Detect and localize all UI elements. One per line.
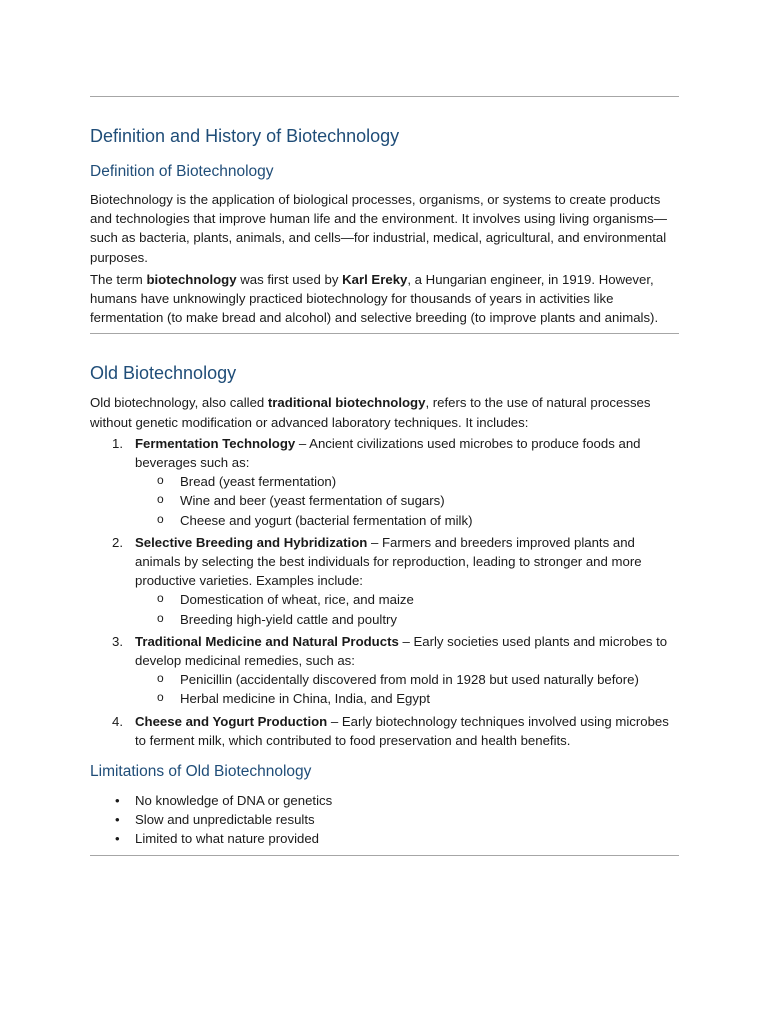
limitation-text: No knowledge of DNA or genetics — [135, 793, 333, 809]
circle-bullet-icon: o — [157, 671, 164, 686]
sub-item-text: Herbal medicine in China, India, and Egypt — [180, 691, 430, 707]
circle-bullet-icon: o — [157, 690, 164, 705]
sub-item-text: Wine and beer (yeast fermentation of sugars) — [180, 493, 445, 509]
limitations-list — [90, 791, 679, 849]
intro-text-1: Old biotechnology, also called — [90, 395, 268, 411]
list-number: 1. — [112, 435, 123, 451]
bullet-icon: • — [115, 812, 120, 828]
sub-item-text: Domestication of wheat, rice, and maize — [180, 592, 414, 608]
circle-bullet-icon: o — [157, 473, 164, 488]
item-heading: Selective Breeding and Hybridization — [135, 534, 368, 550]
circle-bullet-icon: o — [157, 492, 164, 507]
list-number: 4. — [112, 713, 123, 729]
sub-item-text: Cheese and yogurt (bacterial fermentation of milk) — [180, 512, 473, 528]
sub-item-text: Bread (yeast fermentation) — [180, 474, 337, 490]
top-divider — [90, 96, 679, 97]
old-biotech-list — [90, 434, 679, 750]
item-heading: Cheese and Yogurt Production — [135, 713, 328, 729]
circle-bullet-icon: o — [157, 591, 164, 606]
name-karl-ereky: Karl Ereky — [342, 271, 408, 287]
old-biotech-item — [90, 434, 679, 530]
limitation-item — [90, 791, 679, 810]
circle-bullet-icon: o — [157, 610, 164, 625]
bottom-divider — [90, 855, 679, 856]
limitation-item — [90, 810, 679, 829]
list-number: 3. — [112, 633, 123, 649]
sub-list — [135, 590, 679, 628]
limitation-item — [90, 829, 679, 848]
list-number: 2. — [112, 534, 123, 550]
history-text-3: , a Hungarian engineer, in 1919. However, humans have unknowingly practiced biotechnology for thousands of years in activities like fermentation (to make bread and alcohol) and selective breeding (to improve plants and animals). — [90, 271, 659, 326]
sub-list-item — [90, 511, 679, 530]
item-text: – Farmers and breeders improved plants and animals by selecting the best individuals for reproduction, leading to stronger and more productive varieties. Examples include: — [135, 534, 642, 589]
old-biotech-item — [90, 632, 679, 709]
sub-list-item — [90, 590, 679, 609]
document-page — [90, 0, 679, 856]
definition-paragraph: Biotechnology is the application of biological processes, organisms, or systems to create products and technologies that improve human life and the environment. It involves using living organisms—such as bacteria, plants, animals, and cells—for industrial, medical, agricultural, and environmental purposes. — [90, 192, 667, 265]
old-biotech-item — [90, 533, 679, 629]
limitation-text: Limited to what nature provided — [135, 831, 320, 847]
term-biotechnology: biotechnology — [146, 271, 237, 287]
sub-list-item — [90, 670, 679, 689]
item-text: – Early societies used plants and microbes to develop medicinal remedies, such as: — [135, 633, 668, 669]
intro-text-2: , refers to the use of natural processes without genetic modification or advanced laboratory techniques. It includes: — [90, 395, 651, 430]
item-heading: Traditional Medicine and Natural Products — [135, 633, 399, 649]
section-title-old-biotechnology: Old Biotechnology — [90, 363, 237, 384]
sub-item-text: Breeding high-yield cattle and poultry — [180, 611, 397, 627]
subtitle-definition: Definition of Biotechnology — [90, 163, 274, 180]
limitation-text: Slow and unpredictable results — [135, 812, 315, 828]
sub-list-item — [90, 689, 679, 708]
sub-list-item — [90, 491, 679, 510]
section-title-definition-history: Definition and History of Biotechnology — [90, 126, 400, 146]
item-text: – Ancient civilizations used microbes to produce foods and beverages such as: — [135, 435, 641, 471]
term-traditional-biotechnology: traditional biotechnology — [267, 395, 426, 411]
history-text-2: was first used by — [236, 271, 343, 287]
section-divider-1 — [90, 333, 679, 334]
sub-item-text: Penicillin (accidentally discovered from mold in 1928 but used naturally before) — [180, 672, 639, 688]
item-text: – Early biotechnology techniques involved using microbes to ferment milk, which contributed to food preservation and health benefits. — [135, 713, 669, 748]
bullet-icon: • — [115, 831, 120, 847]
old-biotech-item — [90, 712, 679, 750]
old-biotech-intro — [90, 393, 679, 431]
sub-list-item — [90, 610, 679, 629]
sub-list — [135, 670, 679, 708]
bullet-icon: • — [115, 793, 120, 809]
history-text-1: The term — [90, 271, 147, 287]
item-heading: Fermentation Technology — [135, 435, 296, 451]
history-paragraph — [90, 270, 679, 328]
circle-bullet-icon: o — [157, 511, 164, 526]
sub-list-item — [90, 472, 679, 491]
subtitle-limitations: Limitations of Old Biotechnology — [90, 763, 312, 781]
sub-list — [135, 472, 679, 530]
